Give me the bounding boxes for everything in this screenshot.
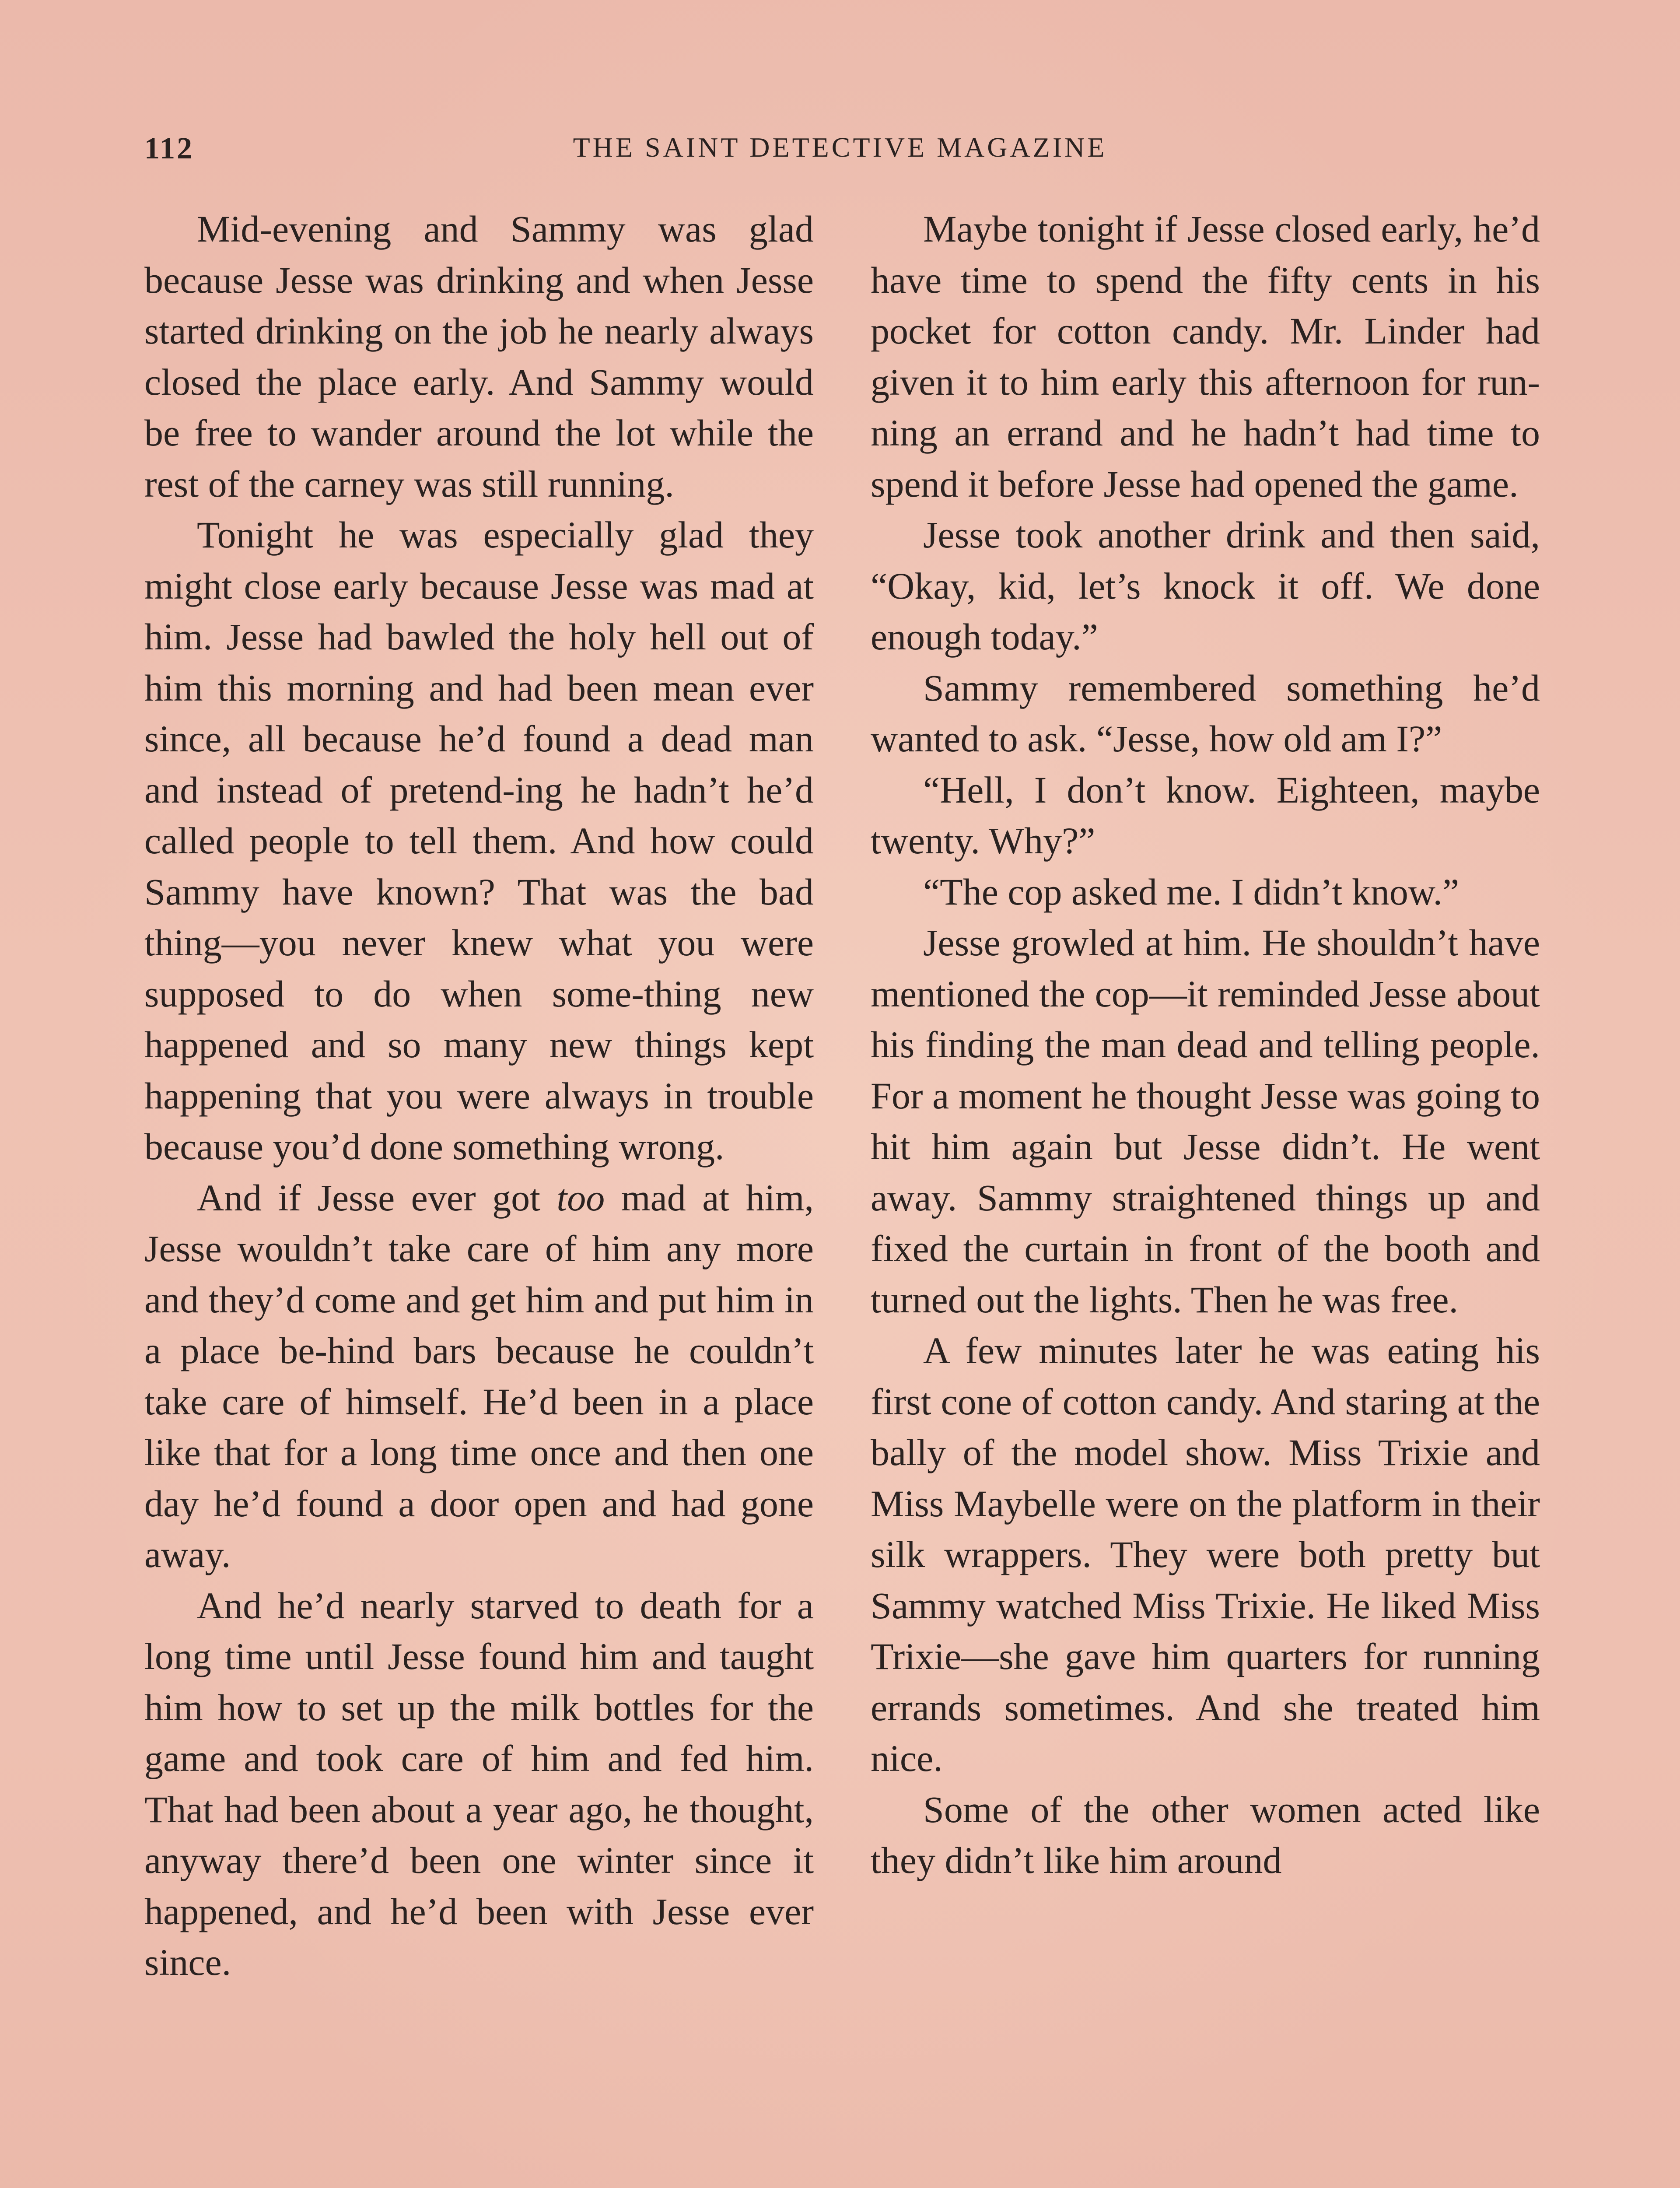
- paragraph: Some of the other women acted like they didn’t like him around: [871, 1788, 1540, 1881]
- paragraph: “Hell, I don’t know. Eighteen, maybe twenty. Why?”: [871, 768, 1540, 862]
- paragraph-text: mad at him, Jesse wouldn’t take care of him any more and they’d come and get him and put him in a place be-hind bars because he couldn’t take care of himself. He’d been in a place like that for a long time once and then one day he’d found a door open and had gone away.: [144, 1176, 814, 1575]
- page-number: 112: [144, 132, 194, 165]
- paragraph: Jesse took another drink and then said, “Okay, kid, let’s knock it off. We done enough today.”: [871, 514, 1540, 658]
- paragraph: [144, 1172, 814, 1580]
- emphasis-text: too: [556, 1176, 605, 1219]
- paragraph: And he’d nearly starved to death for a long time until Jesse found him and taught him how to set up the milk bottles for the game and took care of him and fed him. That had been about a year ago, he thought, anyway there’d been one winter since it happened, and he’d been with Jesse ever since.: [144, 1584, 814, 1983]
- right-column: [871, 203, 1540, 1886]
- paragraph: “The cop asked me. I didn’t know.”: [923, 870, 1460, 913]
- paragraph: Sammy remembered something he’d wanted to ask. “Jesse, how old am I?”: [871, 666, 1540, 760]
- paragraph: A few minutes later he was eating his first cone of cotton candy. And staring at the bally of the model show. Miss Trixie and Miss Maybelle were on the platform in their silk wrappers. They were both pretty but Sammy watched Miss Trixie. He liked Miss Trixie—she gave him quarters for running errands sometimes. And she treated him nice.: [871, 1329, 1540, 1779]
- left-column: [144, 203, 814, 1988]
- page-header: [144, 131, 1536, 179]
- running-head: THE SAINT DETECTIVE MAGAZINE: [573, 132, 1107, 163]
- paragraph: Jesse growled at him. He shouldn’t have mentioned the cop—it reminded Jesse about his finding the man dead and telling people. For a moment he thought Jesse was going to hit him again but Jesse didn’t. He went away. Sammy straightened things up and fixed the curtain in front of the booth and turned out the lights. Then he was free.: [871, 922, 1540, 1321]
- paragraph: Mid-evening and Sammy was glad because Jesse was drinking and when Jesse started drinking on the job he nearly always closed the place early. And Sammy would be free to wander around the lot while the rest of the carney was still running.: [144, 208, 814, 505]
- paragraph-text: And if Jesse ever got: [197, 1176, 557, 1219]
- paragraph: Maybe tonight if Jesse closed early, he’d have time to spend the fifty cents in his pocket for cotton candy. Mr. Linder had given it to him early this afternoon for run-ning an errand and he hadn’t had time to spend it before Jesse had opened the game.: [871, 208, 1540, 505]
- paragraph: Tonight he was especially glad they might close early because Jesse was mad at him. Jesse had bawled the holy hell out of him this morning and had been mean ever since, all because he’d found a dead man and instead of pretend-ing he hadn’t he’d called people to tell them. And how could Sammy have known? That was the bad thing—you never knew what you were supposed to do when some-thing new happened and so many new things kept happening that you were always in trouble because you’d done something wrong.: [144, 514, 814, 1168]
